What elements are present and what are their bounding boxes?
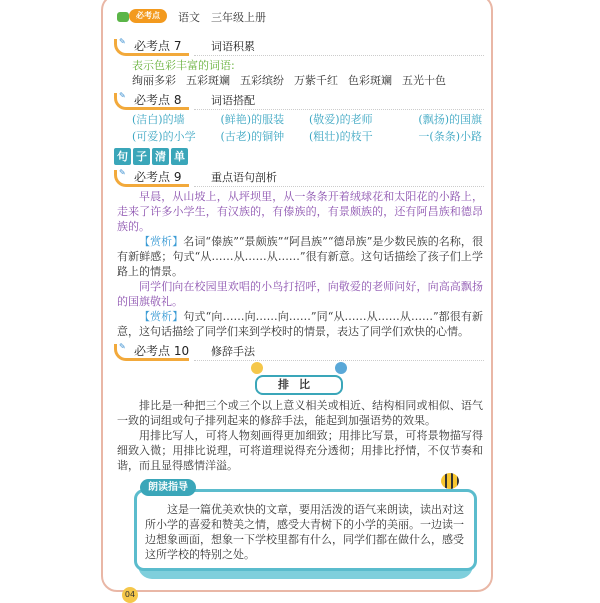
word-group-label: 表示色彩丰富的词语:: [132, 59, 235, 72]
reading-guide: [134, 482, 477, 579]
reading-guide-box: [134, 489, 477, 571]
page-content: [114, 34, 484, 603]
parallelism-title-box: [255, 371, 343, 395]
book-icon: ✎: [119, 168, 126, 177]
section-number: 必考点 9: [134, 170, 182, 184]
banner-char: 清: [152, 148, 169, 165]
section-title: 词语积累: [211, 40, 255, 53]
section-header-8: [114, 91, 484, 110]
example-sentence-1: 早晨，从山坡上，从坪坝里，从一条条开着绒球花和太阳花的小路上，走来了许多小学生，有汉族的，有傣族的，有景颇族的，还有阿昌族和德昂族的。: [117, 190, 483, 233]
sentence-list-banner: [114, 148, 484, 165]
child-icon: [251, 362, 263, 374]
parallelism-definition: 排比是一种把三个或三个以上意义相关或相近、结构相同或相似、语气一致的词组或句子排列起来的修辞手法，能起到加强语势的效果。: [117, 399, 483, 427]
logo-text: 必考点: [129, 9, 167, 23]
banner-char: 单: [171, 148, 188, 165]
page-number: 04: [122, 587, 138, 603]
section-header-10: [114, 342, 484, 361]
analysis-tag: 【赏析】: [139, 310, 184, 323]
parallelism-usage: 用排比写人，可将人物刻画得更加细致；用排比写景，可将景物描写得细致入微；用排比说理，可将道理说得充分透彻；用排比抒情，不仅节奏和谐，而且显得感情洋溢。: [117, 429, 483, 472]
section-header-7: [114, 37, 484, 56]
child-icon: [335, 362, 347, 374]
analysis-text: 名词“傣族”“景颇族”“阿昌族”“德昂族”是少数民族的名称，很有新鲜感；句式“从……从……从……”很有新意。这句话描绘了孩子们上学路上的情景。: [117, 235, 483, 278]
word-pair: (洁白)的墙: [132, 113, 185, 126]
analysis-tag: 【赏析】: [139, 235, 184, 248]
reading-guide-text: 这是一篇优美欢快的文章，要用活泼的语气来朗读，读出对这所小学的喜爱和赞美之情，感受大青树下的小学的美丽。一边读一边想象画面，想象一下学校里都有什么，同学们都在做什么，感受这所学校的特别之处。: [145, 503, 464, 561]
section-title: 重点语句剖析: [211, 171, 277, 184]
banner-char: 句: [114, 148, 131, 165]
word: 五彩缤纷: [240, 74, 284, 87]
word: 色彩斑斓: [348, 74, 392, 87]
bee-icon: [441, 473, 459, 489]
word-pair: (飘扬)的国旗: [418, 113, 482, 126]
section-number: 必考点 8: [134, 93, 182, 107]
word-pair: (粗壮)的枝干: [309, 130, 373, 143]
book-icon: ✎: [119, 342, 126, 351]
word-pair: (敬爱)的老师: [309, 113, 373, 126]
analysis-2: [117, 309, 483, 339]
book-icon: ✎: [119, 37, 126, 46]
section-header-9: [114, 168, 484, 187]
box-title: 排比: [255, 375, 343, 395]
word: 五光十色: [402, 74, 446, 87]
banner-char: 子: [133, 148, 150, 165]
example-sentence-2: 同学们向在校园里欢唱的小鸟打招呼，向敬爱的老师问好，向高高飘扬的国旗敬礼。: [117, 280, 483, 308]
section-number: 必考点 7: [134, 39, 182, 53]
word-pair: (古老)的铜钟: [220, 130, 285, 143]
section-number: 必考点 10: [134, 344, 190, 358]
word-pair: 一(条条)小路: [418, 130, 482, 143]
analysis-text: 句式“向……向……向……”同“从……从……从……”都很有新意，这句话描绘了同学们来到学校时的情景，表达了同学们欢快的心情。: [117, 310, 483, 338]
section-title: 修辞手法: [211, 345, 255, 358]
word: 五彩斑斓: [186, 74, 230, 87]
word-list: [132, 73, 482, 88]
book-subject: 语文 三年级上册: [178, 11, 266, 24]
logo-icon: [117, 12, 129, 22]
book-icon: ✎: [119, 91, 126, 100]
word: 万紫千红: [294, 74, 338, 87]
word-pair: (鲜艳)的服装: [220, 113, 285, 126]
word-pair: (可爱)的小学: [132, 130, 196, 143]
analysis-1: [117, 234, 483, 279]
reading-guide-tag: 朗读指导: [140, 479, 196, 496]
logo: [117, 8, 169, 24]
section-title: 词语搭配: [211, 94, 255, 107]
word-pairs: [132, 112, 482, 144]
word: 绚丽多彩: [132, 74, 176, 87]
